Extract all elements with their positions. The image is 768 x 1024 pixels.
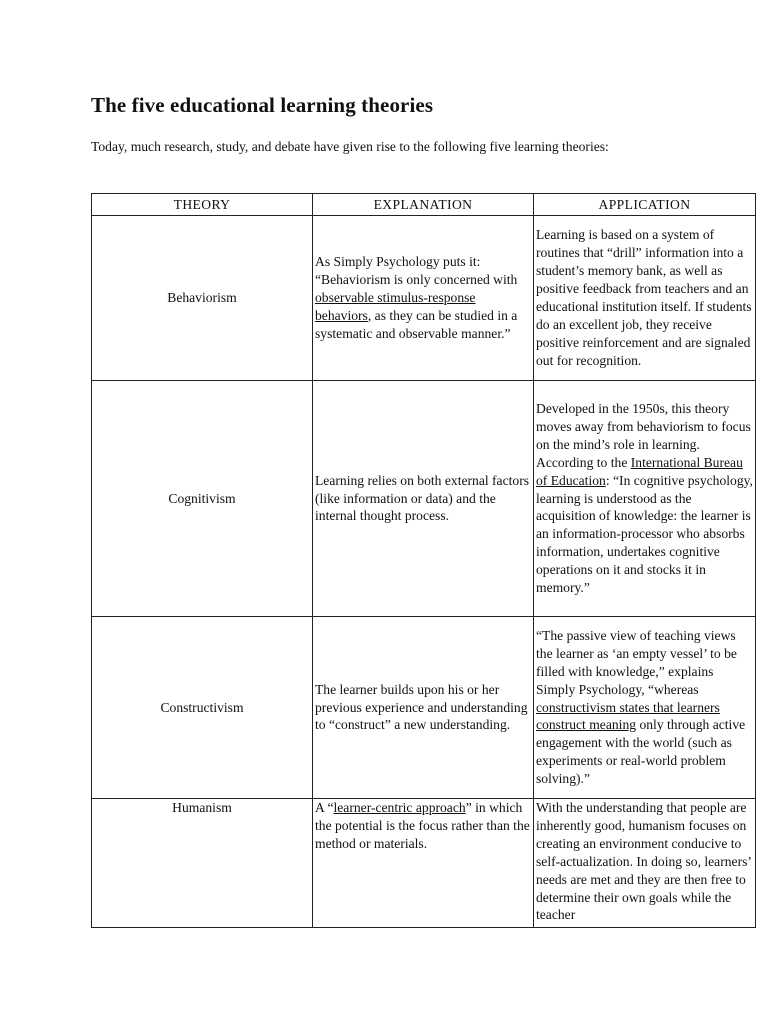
- theory-cell: Behaviorism: [92, 216, 313, 381]
- application-text: : “In cognitive psychology, learning is understood as the acquisition of knowledge: the learner is an information-processor who absorbs information, undertakes cognitive operations on it and stocks it in memory.”: [536, 472, 753, 596]
- header-theory: THEORY: [92, 194, 313, 216]
- intro-paragraph: Today, much research, study, and debate have given rise to the following five learning theories:: [91, 139, 609, 154]
- header-explanation: EXPLANATION: [313, 194, 534, 216]
- link-constructivism[interactable]: constructivism states that learners construct meaning: [536, 699, 720, 733]
- learning-theories-table: [91, 193, 756, 928]
- explanation-text: A “: [315, 800, 334, 815]
- table-row: [92, 617, 756, 799]
- link-learner-centric[interactable]: learner-centric approach: [333, 800, 466, 815]
- application-text: “The passive view of teaching views the learner as ‘an empty vessel’ to be filled with knowledge,” explains Simply Psychology, “whereas: [536, 627, 737, 697]
- explanation-cell: The learner builds upon his or her previous experience and understanding to “construct” a new understanding.: [313, 617, 534, 799]
- explanation-cell: Learning relies on both external factors (like information or data) and the internal thought process.: [313, 381, 534, 617]
- table-row: [92, 216, 756, 381]
- theory-cell: Humanism: [92, 799, 313, 928]
- explanation-cell: [313, 216, 534, 381]
- application-cell: [534, 617, 756, 799]
- application-cell: [534, 381, 756, 617]
- explanation-text: ” in which the potential is the focus rather than the method or materials.: [315, 800, 530, 851]
- theory-cell: Cognitivism: [92, 381, 313, 617]
- application-text: Developed in the 1950s, this theory moves away from behaviorism to focus on the mind’s role in learning. According to the: [536, 401, 751, 470]
- table-row: [92, 381, 756, 617]
- explanation-text: As Simply Psychology puts it: “Behaviorism is only concerned with: [315, 254, 518, 288]
- application-cell: [534, 799, 756, 928]
- theory-cell: Constructivism: [92, 617, 313, 799]
- application-text: With the understanding that people are inherently good, humanism focuses on creating an environment conducive to self-actualization. In doing so, learners’ needs are met and they are then free to determine their own goals while the teacher: [536, 800, 751, 923]
- table-row: [92, 799, 756, 928]
- header-application: APPLICATION: [534, 194, 756, 216]
- table-header-row: [92, 194, 756, 216]
- link-international-bureau[interactable]: International Bureau of Education: [536, 454, 743, 488]
- link-observable-behaviors[interactable]: observable stimulus-response behaviors: [315, 290, 476, 323]
- explanation-cell: [313, 799, 534, 928]
- page-title: The five educational learning theories: [91, 93, 434, 117]
- application-cell: Learning is based on a system of routines that “drill” information into a student’s memory bank, as well as positive feedback from teachers and an educational institution itself. If students do an excellent job, they receive positive reinforcement and are signaled out for recognition.: [534, 216, 756, 381]
- explanation-text: , as they can be studied in a systematic and observable manner.”: [315, 307, 518, 341]
- application-text: only through active engagement with the world (such as experiments or real-world problem solving).”: [536, 717, 746, 787]
